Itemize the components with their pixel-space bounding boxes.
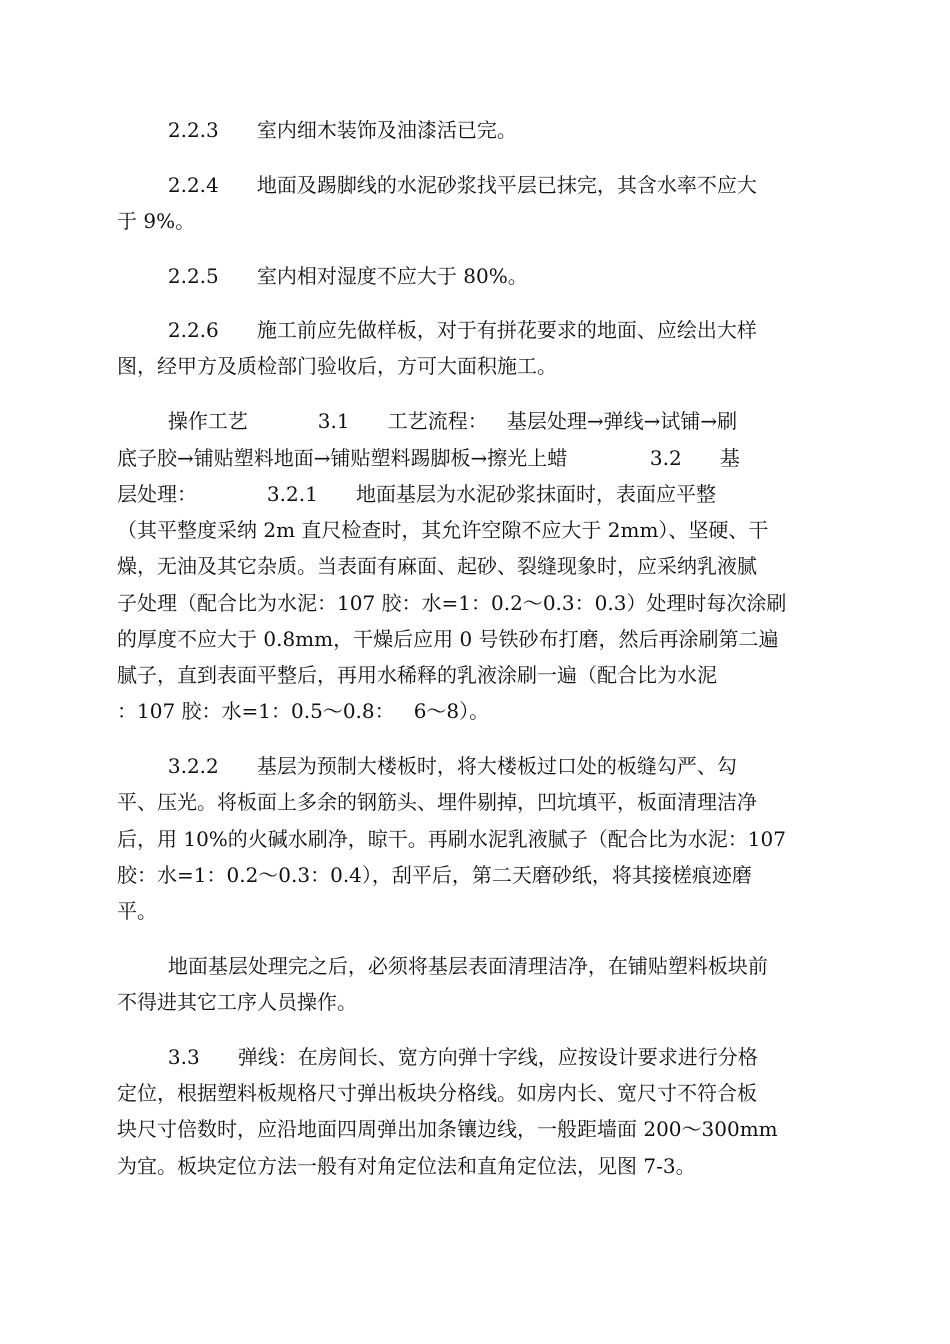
text-line: 平、压光。将板面上多余的钢筋头、埋件剔掉，凹坑填平，板面清理洁净 <box>117 790 757 814</box>
text-line: 不得进其它工序人员操作。 <box>117 990 357 1014</box>
text-line: 胶：水=1：0.2～0.3：0.4），刮平后，第二天磨砂纸，将其接槎痕迹磨 <box>117 863 752 887</box>
text-line: 燥，无油及其它杂质。当表面有麻面、起砂、裂缝现象时，应采纳乳液腻 <box>117 554 757 578</box>
text-line: 2.2.6 施工前应先做样板，对于有拼花要求的地面、应绘出大样 <box>117 318 757 342</box>
text-line: 2.2.3 室内细木装饰及油漆活已完。 <box>117 118 517 142</box>
text-line: 3.2.2 基层为预制大楼板时，将大楼板过口处的板缝勾严、勾 <box>117 754 737 778</box>
text-line: 块尺寸倍数时，应沿地面四周弹出加条镶边线，一般距墙面 200～300mm <box>117 1117 778 1141</box>
text-line: 腻子，直到表面平整后，再用水稀释的乳液涂刷一遍（配合比为水泥 <box>117 663 717 687</box>
text-line: （其平整度采纳 2m 直尺检查时，其允许空隙不应大于 2mm）、坚硬、干 <box>117 518 769 542</box>
text-line: 地面基层处理完之后，必须将基层表面清理洁净，在铺贴塑料板块前 <box>117 954 768 978</box>
text-line: 于 9%。 <box>117 209 196 233</box>
text-line: 后，用 10%的火碱水刷净，晾干。再刷水泥乳液腻子（配合比为水泥：107 <box>117 827 786 851</box>
text-line: 子处理（配合比为水泥：107 胶：水=1：0.2～0.3：0.3）处理时每次涂刷 <box>117 591 787 615</box>
text-line: 平。 <box>117 899 157 923</box>
text-line: 的厚度不应大于 0.8mm，干燥后应用 0 号铁砂布打磨，然后再涂刷第二遍 <box>117 627 779 651</box>
text-line: 3.3 弹线：在房间长、宽方向弹十字线，应按设计要求进行分格 <box>117 1045 758 1069</box>
text-line: 层处理： 3.2.1 地面基层为水泥砂浆抹面时，表面应平整 <box>117 482 716 506</box>
text-line: 2.2.5 室内相对湿度不应大于 80%。 <box>117 264 528 288</box>
text-line: 图，经甲方及质检部门验收后，方可大面积施工。 <box>117 354 557 378</box>
text-line: ：107 胶：水=1：0.5～0.8： 6～8）。 <box>117 699 490 723</box>
text-line: 操作工艺 3.1 工艺流程： 基层处理→弹线→试铺→刷 <box>117 409 738 433</box>
text-line: 为宜。板块定位方法一般有对角定位法和直角定位法，见图 7-3。 <box>117 1154 696 1178</box>
text-line: 定位，根据塑料板规格尺寸弹出板块分格线。如房内长、宽尺寸不符合板 <box>117 1081 757 1105</box>
text-line: 2.2.4 地面及踢脚线的水泥砂浆找平层已抹完，其含水率不应大 <box>117 173 757 197</box>
text-line: 底子胶→铺贴塑料地面→铺贴塑料踢脚板→擦光上蜡 3.2 基 <box>117 446 740 470</box>
